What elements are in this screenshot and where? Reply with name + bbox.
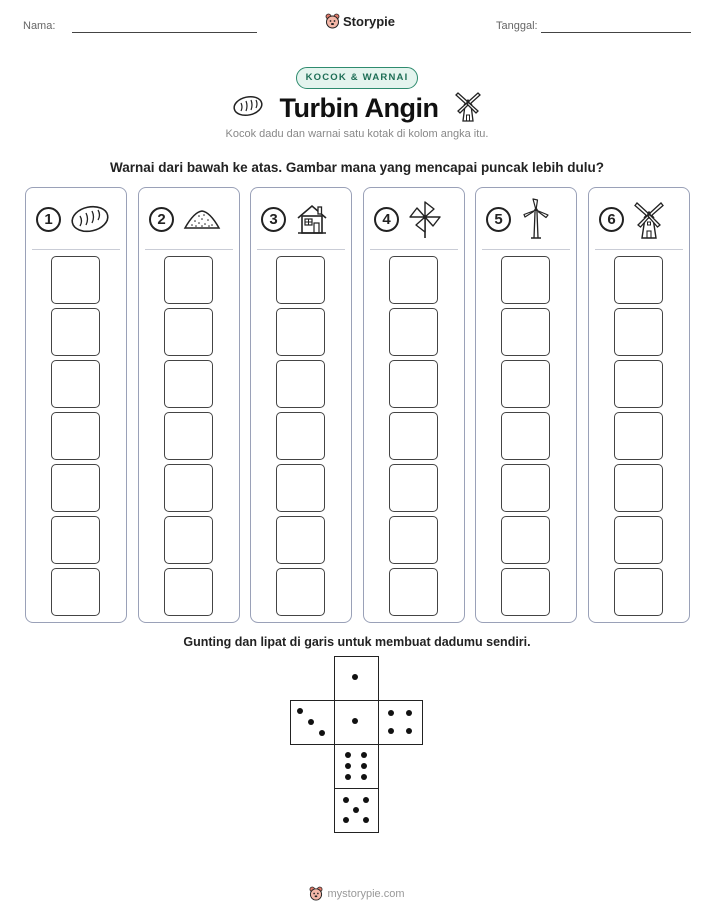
color-box[interactable] [51, 308, 100, 356]
color-box[interactable] [276, 360, 325, 408]
color-box[interactable] [501, 412, 550, 460]
color-box[interactable] [389, 516, 438, 564]
color-box[interactable] [389, 308, 438, 356]
page-title: Turbin Angin [279, 93, 439, 123]
die-pip [343, 817, 349, 823]
die-pip [319, 730, 325, 736]
color-box[interactable] [51, 256, 100, 304]
color-box[interactable] [51, 568, 100, 616]
color-box[interactable] [501, 256, 550, 304]
die-face-right [378, 700, 423, 745]
column-4 [363, 187, 465, 623]
column-divider [145, 249, 233, 250]
column-5 [475, 187, 577, 623]
windmill-icon [632, 199, 666, 239]
color-box[interactable] [164, 568, 213, 616]
title-row [0, 90, 714, 127]
color-box[interactable] [164, 308, 213, 356]
column-3 [250, 187, 352, 623]
die-pip [406, 710, 412, 716]
brand-logo [325, 13, 395, 29]
column-1 [25, 187, 127, 623]
die-pip [343, 797, 349, 803]
date-label: Tanggal: [496, 20, 538, 32]
column-number: 3 [261, 207, 286, 232]
color-box[interactable] [51, 464, 100, 512]
subtitle: Kocok dadu dan warnai satu kotak di kolom angka itu. [225, 128, 489, 140]
die-pip [352, 674, 358, 680]
color-box[interactable] [164, 464, 213, 512]
brand-name: Storypie [343, 13, 396, 29]
column-6 [588, 187, 690, 623]
color-box[interactable] [614, 360, 663, 408]
column-header [374, 200, 458, 238]
column-divider [370, 249, 458, 250]
title-bread-icon [232, 94, 264, 123]
wind-turbine-icon [519, 198, 553, 240]
die-face-left [290, 700, 335, 745]
die-pip [361, 763, 367, 769]
column-number: 2 [149, 207, 174, 232]
color-box[interactable] [389, 568, 438, 616]
name-line [72, 32, 257, 33]
column-divider [257, 249, 345, 250]
color-box[interactable] [389, 256, 438, 304]
color-box[interactable] [501, 308, 550, 356]
color-box[interactable] [614, 568, 663, 616]
bread-icon [69, 202, 111, 236]
color-box[interactable] [614, 412, 663, 460]
color-box[interactable] [614, 308, 663, 356]
die-pip [363, 817, 369, 823]
color-box[interactable] [614, 464, 663, 512]
column-header [486, 200, 570, 238]
die-pip [361, 774, 367, 780]
die-face-back [334, 788, 379, 833]
die-pip [388, 728, 394, 734]
color-box[interactable] [614, 256, 663, 304]
column-number: 5 [486, 207, 511, 232]
column-divider [482, 249, 570, 250]
column-divider [32, 249, 120, 250]
color-box[interactable] [614, 516, 663, 564]
instruction-text: Warnai dari bawah ke atas. Gambar mana yang mencapai puncak lebih dulu? [110, 160, 604, 175]
die-pip [361, 752, 367, 758]
die-pip [388, 710, 394, 716]
die-face-bottom [334, 744, 379, 789]
color-box[interactable] [51, 360, 100, 408]
color-box[interactable] [276, 516, 325, 564]
color-box[interactable] [389, 412, 438, 460]
sand-pile-icon [182, 204, 222, 234]
die-pip [345, 763, 351, 769]
color-box[interactable] [51, 412, 100, 460]
column-number: 1 [36, 207, 61, 232]
storypie-mascot-icon [325, 13, 340, 29]
date-line [541, 32, 691, 33]
color-box[interactable] [276, 412, 325, 460]
die-pip [352, 718, 358, 724]
die-pip [406, 728, 412, 734]
color-box[interactable] [501, 360, 550, 408]
title-windmill-icon [454, 90, 482, 127]
color-box[interactable] [164, 256, 213, 304]
color-box[interactable] [51, 516, 100, 564]
storypie-mascot-icon [309, 886, 323, 901]
color-box[interactable] [164, 516, 213, 564]
color-box[interactable] [501, 516, 550, 564]
column-number: 6 [599, 207, 624, 232]
color-box[interactable] [276, 256, 325, 304]
column-header [36, 200, 120, 238]
color-box[interactable] [164, 412, 213, 460]
cut-instruction: Gunting dan lipat di garis untuk membuat dadumu sendiri. [183, 635, 531, 649]
footer [0, 886, 714, 901]
color-box[interactable] [389, 360, 438, 408]
die-pip [297, 708, 303, 714]
pinwheel-icon [407, 199, 443, 239]
column-header [261, 200, 345, 238]
column-header [149, 200, 233, 238]
die-pip [308, 719, 314, 725]
footer-url[interactable]: mystorypie.com [327, 887, 405, 900]
die-face-top [334, 656, 379, 701]
die-face-center [334, 700, 379, 745]
color-box[interactable] [501, 568, 550, 616]
die-pip [345, 774, 351, 780]
color-box[interactable] [164, 360, 213, 408]
name-label: Nama: [23, 20, 56, 32]
die-pip [345, 752, 351, 758]
die-pip [353, 807, 359, 813]
color-box[interactable] [276, 568, 325, 616]
column-divider [595, 249, 683, 250]
color-box[interactable] [276, 464, 325, 512]
column-2 [138, 187, 240, 623]
color-box[interactable] [276, 308, 325, 356]
column-number: 4 [374, 207, 399, 232]
color-box[interactable] [389, 464, 438, 512]
activity-badge: KOCOK & WARNAI [296, 67, 418, 89]
house-icon [294, 201, 330, 237]
die-pip [363, 797, 369, 803]
color-box[interactable] [501, 464, 550, 512]
column-header [599, 200, 683, 238]
